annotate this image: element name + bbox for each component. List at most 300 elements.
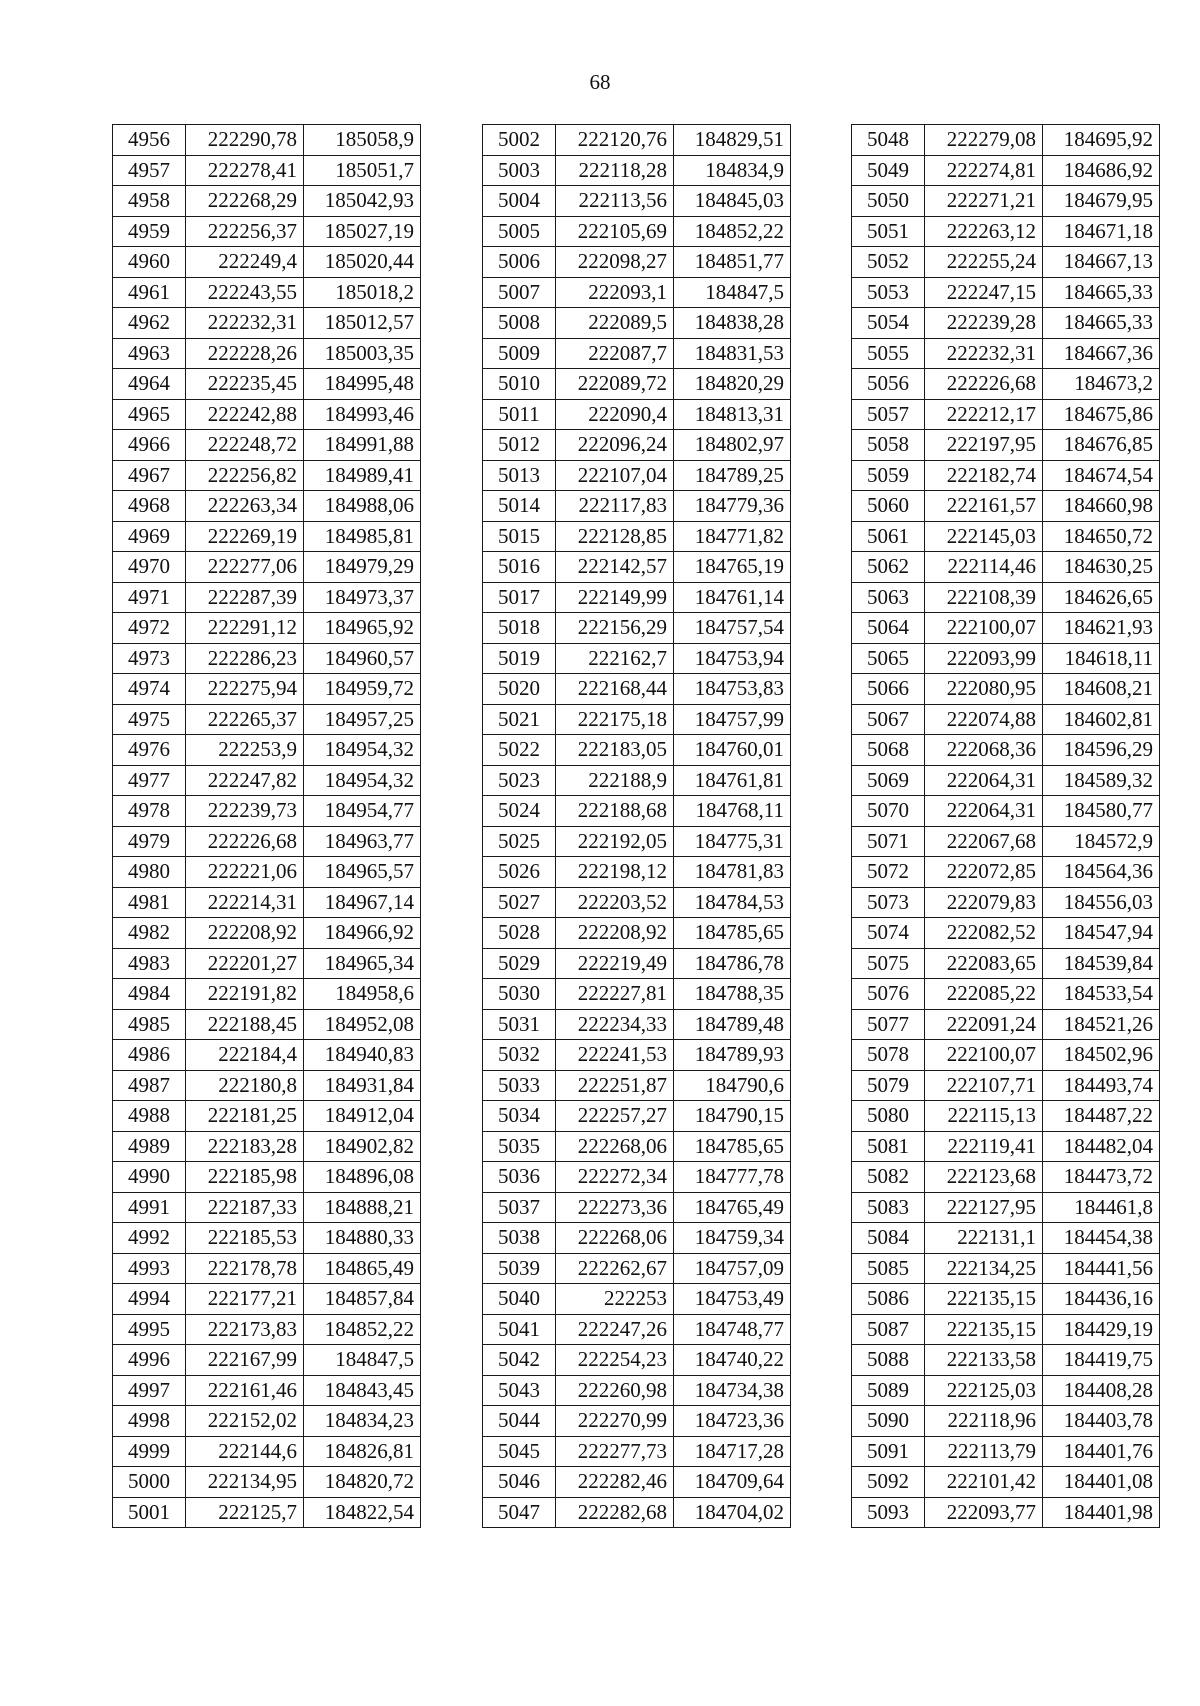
x-coordinate-cell: 222253 [556,1284,674,1315]
point-number-cell: 4976 [113,735,186,766]
table-row [483,1040,791,1071]
y-coordinate-cell: 184580,77 [1043,796,1160,827]
table-row [113,1345,421,1376]
table-row [483,369,791,400]
point-number-cell: 4990 [113,1162,186,1193]
x-coordinate-cell: 222188,68 [556,796,674,827]
y-coordinate-cell: 184753,94 [674,643,791,674]
point-number-cell: 4960 [113,247,186,278]
table-row [852,1406,1160,1437]
point-number-cell: 5036 [483,1162,556,1193]
y-coordinate-cell: 184521,26 [1043,1009,1160,1040]
x-coordinate-cell: 222142,57 [556,552,674,583]
y-coordinate-cell: 184757,09 [674,1253,791,1284]
table-row [852,643,1160,674]
point-number-cell: 5064 [852,613,925,644]
table-row [483,948,791,979]
point-number-cell: 4969 [113,521,186,552]
y-coordinate-cell: 184888,21 [304,1192,421,1223]
table-row [852,1314,1160,1345]
point-number-cell: 4961 [113,277,186,308]
x-coordinate-cell: 222107,71 [925,1070,1043,1101]
y-coordinate-cell: 184626,65 [1043,582,1160,613]
point-number-cell: 5053 [852,277,925,308]
y-coordinate-cell: 184403,78 [1043,1406,1160,1437]
x-coordinate-cell: 222203,52 [556,887,674,918]
coordinate-table-1 [112,124,421,1528]
y-coordinate-cell: 184608,21 [1043,674,1160,705]
x-coordinate-cell: 222219,49 [556,948,674,979]
point-number-cell: 5085 [852,1253,925,1284]
table-row [113,1040,421,1071]
table-row [852,277,1160,308]
x-coordinate-cell: 222161,57 [925,491,1043,522]
table-row [852,399,1160,430]
table-row [483,857,791,888]
x-coordinate-cell: 222118,28 [556,155,674,186]
x-coordinate-cell: 222128,85 [556,521,674,552]
point-number-cell: 4989 [113,1131,186,1162]
y-coordinate-cell: 184902,82 [304,1131,421,1162]
x-coordinate-cell: 222287,39 [186,582,304,613]
y-coordinate-cell: 184958,6 [304,979,421,1010]
x-coordinate-cell: 222113,79 [925,1436,1043,1467]
table-row [852,369,1160,400]
table-row [113,338,421,369]
y-coordinate-cell: 184539,84 [1043,948,1160,979]
x-coordinate-cell: 222134,25 [925,1253,1043,1284]
y-coordinate-cell: 184556,03 [1043,887,1160,918]
table-row [113,308,421,339]
table-row [113,1101,421,1132]
x-coordinate-cell: 222085,22 [925,979,1043,1010]
table-row [852,460,1160,491]
y-coordinate-cell: 185018,2 [304,277,421,308]
point-number-cell: 5065 [852,643,925,674]
y-coordinate-cell: 184547,94 [1043,918,1160,949]
table-row [483,1497,791,1528]
table-row [852,1040,1160,1071]
table-row [852,674,1160,705]
x-coordinate-cell: 222226,68 [186,826,304,857]
table-row [113,1009,421,1040]
point-number-cell: 5041 [483,1314,556,1345]
point-number-cell: 5049 [852,155,925,186]
table-row [113,125,421,156]
point-number-cell: 5068 [852,735,925,766]
y-coordinate-cell: 184834,9 [674,155,791,186]
x-coordinate-cell: 222183,28 [186,1131,304,1162]
x-coordinate-cell: 222079,83 [925,887,1043,918]
x-coordinate-cell: 222168,44 [556,674,674,705]
y-coordinate-cell: 184834,23 [304,1406,421,1437]
table-row [113,674,421,705]
x-coordinate-cell: 222114,46 [925,552,1043,583]
table-row [852,1131,1160,1162]
table-row [483,613,791,644]
table-row [483,1253,791,1284]
point-number-cell: 4973 [113,643,186,674]
point-number-cell: 5033 [483,1070,556,1101]
point-number-cell: 4978 [113,796,186,827]
table-row [113,857,421,888]
y-coordinate-cell: 184790,15 [674,1101,791,1132]
table-row [113,430,421,461]
y-coordinate-cell: 184991,88 [304,430,421,461]
table-row [852,1162,1160,1193]
point-number-cell: 4998 [113,1406,186,1437]
y-coordinate-cell: 184676,85 [1043,430,1160,461]
x-coordinate-cell: 222098,27 [556,247,674,278]
table-row [113,1162,421,1193]
point-number-cell: 5037 [483,1192,556,1223]
y-coordinate-cell: 184988,06 [304,491,421,522]
table-row [113,826,421,857]
point-number-cell: 5016 [483,552,556,583]
y-coordinate-cell: 184957,25 [304,704,421,735]
point-number-cell: 5052 [852,247,925,278]
x-coordinate-cell: 222239,28 [925,308,1043,339]
x-coordinate-cell: 222239,73 [186,796,304,827]
point-number-cell: 5018 [483,613,556,644]
y-coordinate-cell: 185051,7 [304,155,421,186]
x-coordinate-cell: 222256,37 [186,216,304,247]
table-row [852,1345,1160,1376]
point-number-cell: 5063 [852,582,925,613]
table-row [852,338,1160,369]
x-coordinate-cell: 222241,53 [556,1040,674,1071]
x-coordinate-cell: 222108,39 [925,582,1043,613]
x-coordinate-cell: 222119,41 [925,1131,1043,1162]
x-coordinate-cell: 222249,4 [186,247,304,278]
x-coordinate-cell: 222090,4 [556,399,674,430]
y-coordinate-cell: 184761,14 [674,582,791,613]
point-number-cell: 5006 [483,247,556,278]
table-row [113,979,421,1010]
y-coordinate-cell: 184785,65 [674,918,791,949]
x-coordinate-cell: 222091,24 [925,1009,1043,1040]
x-coordinate-cell: 222290,78 [186,125,304,156]
table-row [852,1436,1160,1467]
x-coordinate-cell: 222242,88 [186,399,304,430]
x-coordinate-cell: 222131,1 [925,1223,1043,1254]
y-coordinate-cell: 184880,33 [304,1223,421,1254]
table-row [113,186,421,217]
x-coordinate-cell: 222096,24 [556,430,674,461]
point-number-cell: 5062 [852,552,925,583]
table-row [852,186,1160,217]
x-coordinate-cell: 222256,82 [186,460,304,491]
table-row [852,1375,1160,1406]
table-row [852,1467,1160,1498]
point-number-cell: 5089 [852,1375,925,1406]
x-coordinate-cell: 222072,85 [925,857,1043,888]
table-row [483,155,791,186]
table-row [483,765,791,796]
point-number-cell: 5057 [852,399,925,430]
point-number-cell: 5021 [483,704,556,735]
y-coordinate-cell: 184723,36 [674,1406,791,1437]
x-coordinate-cell: 222135,15 [925,1284,1043,1315]
x-coordinate-cell: 222135,15 [925,1314,1043,1345]
x-coordinate-cell: 222167,99 [186,1345,304,1376]
point-number-cell: 5004 [483,186,556,217]
y-coordinate-cell: 184829,51 [674,125,791,156]
point-number-cell: 4997 [113,1375,186,1406]
x-coordinate-cell: 222247,82 [186,765,304,796]
point-number-cell: 5054 [852,308,925,339]
point-number-cell: 4994 [113,1284,186,1315]
point-number-cell: 4982 [113,918,186,949]
table-row [483,1070,791,1101]
table-row [852,735,1160,766]
point-number-cell: 5048 [852,125,925,156]
table-row [113,460,421,491]
y-coordinate-cell: 184995,48 [304,369,421,400]
point-number-cell: 5007 [483,277,556,308]
y-coordinate-cell: 184845,03 [674,186,791,217]
x-coordinate-cell: 222187,33 [186,1192,304,1223]
y-coordinate-cell: 184667,13 [1043,247,1160,278]
x-coordinate-cell: 222185,53 [186,1223,304,1254]
table-row [113,369,421,400]
y-coordinate-cell: 184931,84 [304,1070,421,1101]
point-number-cell: 5043 [483,1375,556,1406]
y-coordinate-cell: 184487,22 [1043,1101,1160,1132]
table-row [852,1253,1160,1284]
point-number-cell: 4992 [113,1223,186,1254]
y-coordinate-cell: 184993,46 [304,399,421,430]
table-row [113,1436,421,1467]
y-coordinate-cell: 184734,38 [674,1375,791,1406]
table-row [483,247,791,278]
table-row [852,826,1160,857]
table-row [113,1070,421,1101]
table-row [113,704,421,735]
table-row [852,1192,1160,1223]
table-row [113,796,421,827]
point-number-cell: 4995 [113,1314,186,1345]
y-coordinate-cell: 184748,77 [674,1314,791,1345]
y-coordinate-cell: 184985,81 [304,521,421,552]
table-row [113,887,421,918]
point-number-cell: 4963 [113,338,186,369]
x-coordinate-cell: 222115,13 [925,1101,1043,1132]
y-coordinate-cell: 184753,83 [674,674,791,705]
x-coordinate-cell: 222232,31 [925,338,1043,369]
table-row [483,491,791,522]
x-coordinate-cell: 222180,8 [186,1070,304,1101]
x-coordinate-cell: 222113,56 [556,186,674,217]
table-row [483,399,791,430]
table-row [483,1131,791,1162]
point-number-cell: 4959 [113,216,186,247]
y-coordinate-cell: 184788,35 [674,979,791,1010]
y-coordinate-cell: 184686,92 [1043,155,1160,186]
y-coordinate-cell: 184775,31 [674,826,791,857]
y-coordinate-cell: 184852,22 [304,1314,421,1345]
y-coordinate-cell: 184740,22 [674,1345,791,1376]
table-row [852,155,1160,186]
point-number-cell: 5070 [852,796,925,827]
y-coordinate-cell: 184502,96 [1043,1040,1160,1071]
y-coordinate-cell: 184482,04 [1043,1131,1160,1162]
table-row [483,1192,791,1223]
coordinate-table-3 [851,124,1160,1528]
x-coordinate-cell: 222101,42 [925,1467,1043,1498]
x-coordinate-cell: 222198,12 [556,857,674,888]
point-number-cell: 5038 [483,1223,556,1254]
table-row [483,1406,791,1437]
y-coordinate-cell: 184973,37 [304,582,421,613]
x-coordinate-cell: 222188,45 [186,1009,304,1040]
y-coordinate-cell: 184771,82 [674,521,791,552]
point-number-cell: 5077 [852,1009,925,1040]
table-row [852,796,1160,827]
point-number-cell: 4972 [113,613,186,644]
x-coordinate-cell: 222254,23 [556,1345,674,1376]
point-number-cell: 5020 [483,674,556,705]
table-row [483,979,791,1010]
table-row [113,521,421,552]
y-coordinate-cell: 184785,65 [674,1131,791,1162]
table-row [483,125,791,156]
x-coordinate-cell: 222268,06 [556,1223,674,1254]
table-row [483,1162,791,1193]
y-coordinate-cell: 184665,33 [1043,277,1160,308]
x-coordinate-cell: 222093,77 [925,1497,1043,1528]
y-coordinate-cell: 184493,74 [1043,1070,1160,1101]
point-number-cell: 5055 [852,338,925,369]
table-row [852,857,1160,888]
point-number-cell: 5001 [113,1497,186,1528]
y-coordinate-cell: 184838,28 [674,308,791,339]
point-number-cell: 5088 [852,1345,925,1376]
table-row [113,552,421,583]
y-coordinate-cell: 184675,86 [1043,399,1160,430]
table-row [852,491,1160,522]
y-coordinate-cell: 184419,75 [1043,1345,1160,1376]
y-coordinate-cell: 184822,54 [304,1497,421,1528]
table-row [852,765,1160,796]
table-row [113,918,421,949]
point-number-cell: 5087 [852,1314,925,1345]
point-number-cell: 5051 [852,216,925,247]
y-coordinate-cell: 184820,72 [304,1467,421,1498]
point-number-cell: 5014 [483,491,556,522]
x-coordinate-cell: 222083,65 [925,948,1043,979]
table-row [852,216,1160,247]
table-row [483,1436,791,1467]
point-number-cell: 5017 [483,582,556,613]
table-row [852,430,1160,461]
table-row [483,338,791,369]
table-row [483,1314,791,1345]
x-coordinate-cell: 222279,08 [925,125,1043,156]
x-coordinate-cell: 222188,9 [556,765,674,796]
y-coordinate-cell: 184851,77 [674,247,791,278]
x-coordinate-cell: 222270,99 [556,1406,674,1437]
y-coordinate-cell: 184408,28 [1043,1375,1160,1406]
x-coordinate-cell: 222235,45 [186,369,304,400]
point-number-cell: 4999 [113,1436,186,1467]
y-coordinate-cell: 184960,57 [304,643,421,674]
y-coordinate-cell: 184441,56 [1043,1253,1160,1284]
point-number-cell: 5022 [483,735,556,766]
table-row [113,1375,421,1406]
x-coordinate-cell: 222178,78 [186,1253,304,1284]
point-number-cell: 4971 [113,582,186,613]
x-coordinate-cell: 222265,37 [186,704,304,735]
coordinate-table-2 [482,124,791,1528]
x-coordinate-cell: 222093,1 [556,277,674,308]
x-coordinate-cell: 222253,9 [186,735,304,766]
x-coordinate-cell: 222087,7 [556,338,674,369]
point-number-cell: 5012 [483,430,556,461]
table-row [852,582,1160,613]
y-coordinate-cell: 185027,19 [304,216,421,247]
x-coordinate-cell: 222269,19 [186,521,304,552]
table-row [483,1284,791,1315]
table-row [113,277,421,308]
point-number-cell: 4964 [113,369,186,400]
x-coordinate-cell: 222100,07 [925,1040,1043,1071]
table-row [483,216,791,247]
point-number-cell: 4983 [113,948,186,979]
y-coordinate-cell: 184650,72 [1043,521,1160,552]
point-number-cell: 4993 [113,1253,186,1284]
x-coordinate-cell: 222257,27 [556,1101,674,1132]
table-row [852,247,1160,278]
table-row [113,1131,421,1162]
point-number-cell: 4985 [113,1009,186,1040]
point-number-cell: 5075 [852,948,925,979]
point-number-cell: 5076 [852,979,925,1010]
point-number-cell: 5024 [483,796,556,827]
point-number-cell: 5056 [852,369,925,400]
table-row [113,582,421,613]
y-coordinate-cell: 184765,49 [674,1192,791,1223]
point-number-cell: 5025 [483,826,556,857]
x-coordinate-cell: 222177,21 [186,1284,304,1315]
point-number-cell: 5091 [852,1436,925,1467]
x-coordinate-cell: 222255,24 [925,247,1043,278]
x-coordinate-cell: 222248,72 [186,430,304,461]
y-coordinate-cell: 184896,08 [304,1162,421,1193]
y-coordinate-cell: 184765,19 [674,552,791,583]
table-row [113,613,421,644]
point-number-cell: 4977 [113,765,186,796]
y-coordinate-cell: 184589,32 [1043,765,1160,796]
y-coordinate-cell: 184786,78 [674,948,791,979]
table-row [852,552,1160,583]
point-number-cell: 4988 [113,1101,186,1132]
y-coordinate-cell: 184679,95 [1043,186,1160,217]
point-number-cell: 5015 [483,521,556,552]
y-coordinate-cell: 184602,81 [1043,704,1160,735]
point-number-cell: 5084 [852,1223,925,1254]
y-coordinate-cell: 184753,49 [674,1284,791,1315]
y-coordinate-cell: 184761,81 [674,765,791,796]
y-coordinate-cell: 184789,48 [674,1009,791,1040]
x-coordinate-cell: 222067,68 [925,826,1043,857]
table-row [483,826,791,857]
x-coordinate-cell: 222173,83 [186,1314,304,1345]
point-number-cell: 4974 [113,674,186,705]
y-coordinate-cell: 184760,01 [674,735,791,766]
y-coordinate-cell: 184673,2 [1043,369,1160,400]
table-row [113,1406,421,1437]
